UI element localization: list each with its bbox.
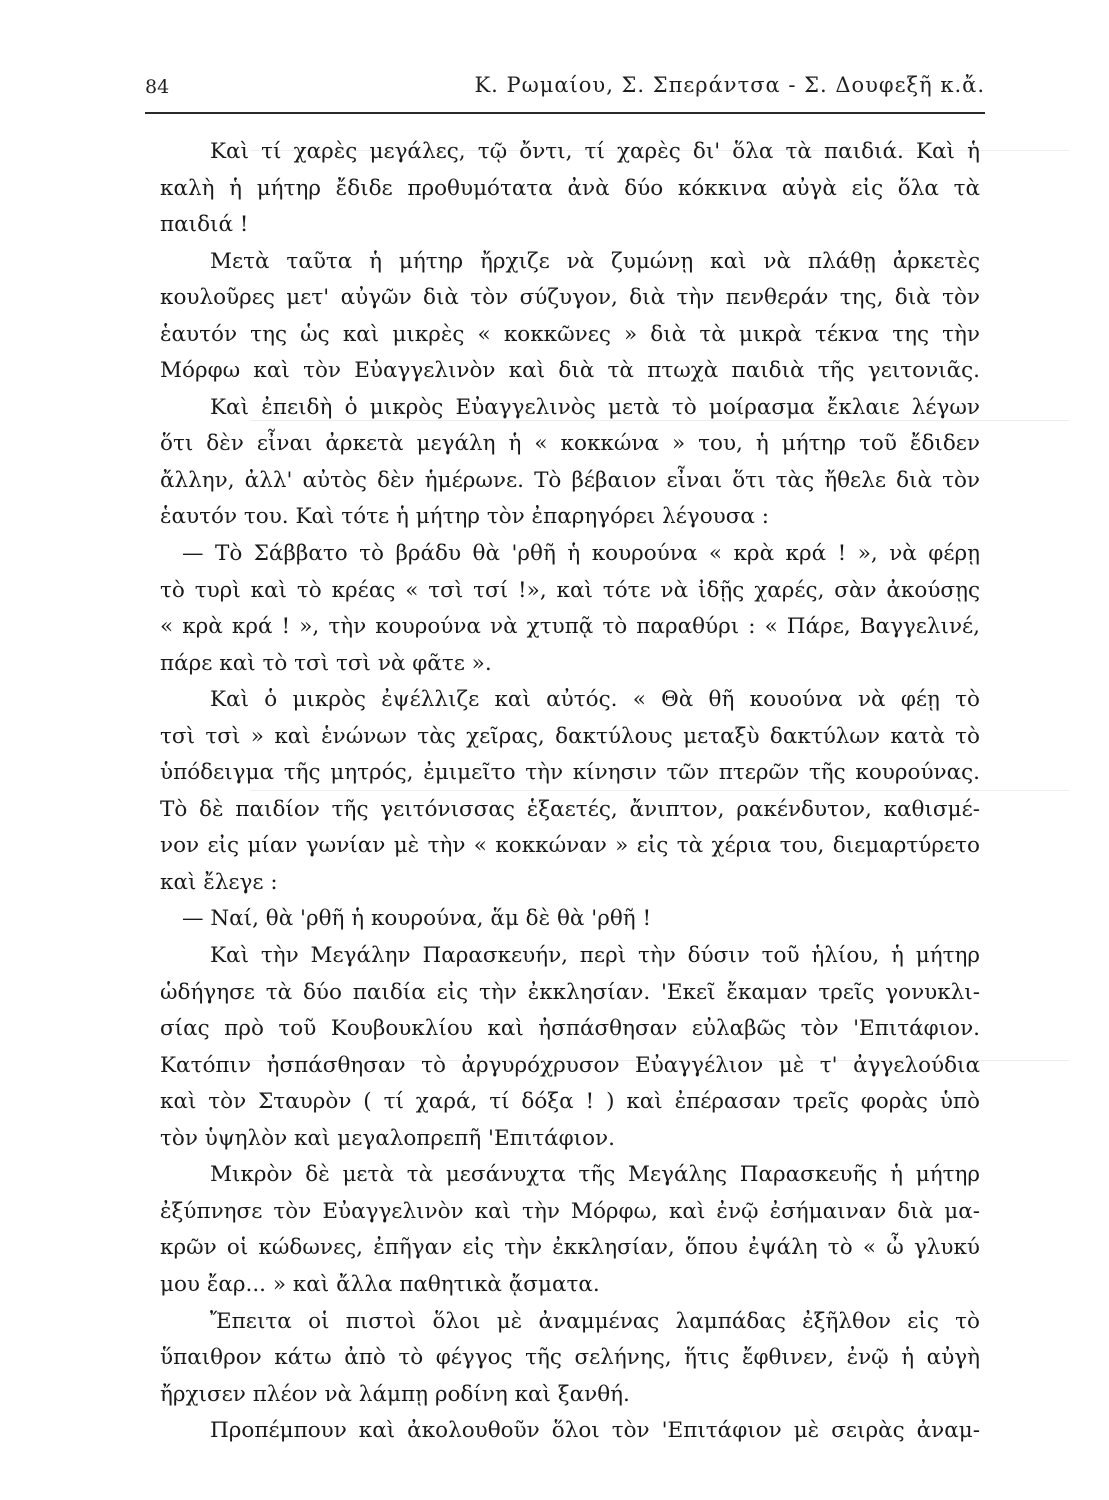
text-line: Καὶ τί χαρὲς μεγάλες, τῷ ὄντι, τί χαρὲς δι' ὅλα τὰ παιδιά. Καὶ ἡ [210,139,980,164]
text-line: καλὴ ἡ μήτηρ ἔδιδε προθυμότατα ἀνὰ δύο κόκκινα αὐγὰ εἰς ὅλα τὰ [160,175,980,201]
text-line: Κατόπιν ἠσπάσθησαν τὸ ἀργυρόχρυσον Εὐαγγέλιον μὲ τ' ἀγγελούδια [160,1052,980,1078]
text-line: νον εἰς μίαν γωνίαν μὲ τὴν « κοκκώναν » εἰς τὰ χέρια του, διεμαρτύρετο [160,833,980,859]
text-line: τσὶ τσὶ » καὶ ἑνώνων τὰς χεῖρας, δακτύλους μεταξὺ δακτύλων κατὰ τὸ [160,723,980,749]
text-line: Καὶ ἐπειδὴ ὁ μικρὸς Εὐαγγελινὸς μετὰ τὸ μοίρασμα ἔκλαιε λέγων [210,394,980,420]
text-line: ἄλλην, ἀλλ' αὐτὸς δὲν ἡμέρωνε. Τὸ βέβαιον εἶναι ὅτι τὰς ἤθελε διὰ τὸν [160,467,980,493]
text-line: καὶ ἔλεγε : [160,869,278,895]
text-line: πάρε καὶ τὸ τσὶ τσὶ νὰ φᾶτε ». [160,650,492,676]
text-line: — Ναί, θὰ 'ρθῆ ἡ κουρούνα, ἅμ δὲ θὰ 'ρθῆ ! [182,906,652,932]
text-line: ὑπόδειγμα τῆς μητρός, ἐμιμεῖτο τὴν κίνησιν τῶν πτερῶν τῆς κουρούνας. [160,760,980,786]
text-line: ἑαυτόν της ὡς καὶ μικρὲς « κοκκῶνες » διὰ τὰ μικρὰ τέκνα της τὴν [160,321,980,347]
text-line: Τὸ δὲ παιδίον τῆς γειτόνισσας ἑξαετές, ἄνιπτον, ρακένδυτον, καθισμέ- [160,796,980,822]
page-number: 84 [145,76,170,98]
page-header [145,68,985,108]
text-line: παιδιά ! [160,212,249,238]
text-line: Καὶ ὁ μικρὸς ἐψέλλιζε καὶ αὐτός. « Θὰ θῆ κουούνα νὰ φέῃ τὸ [210,687,980,713]
text-line: Προπέμπουν καὶ ἀκολουθοῦν ὅλοι τὸν 'Επιτάφιον μὲ σειρὰς ἀναμ- [210,1418,980,1444]
text-line: Μόρφω καὶ τὸν Εὐαγγελινὸν καὶ διὰ τὰ πτωχὰ παιδιὰ τῆς γειτονιᾶς. [160,358,980,384]
body-text [160,134,980,1450]
text-line: ἤρχισεν πλέον νὰ λάμπῃ ροδίνη καὶ ξανθή. [160,1381,630,1407]
text-line: ἐξύπνησε τὸν Εὐαγγελινὸν καὶ τὴν Μόρφω, καὶ ἐνῷ ἐσήμαιναν διὰ μα- [160,1198,980,1224]
text-line: Ἔπειτα οἱ πιστοὶ ὅλοι μὲ ἀναμμένας λαμπάδας ἐξῆλθον εἰς τὸ [210,1308,980,1334]
text-line: καὶ τὸν Σταυρὸν ( τί χαρά, τί δόξα ! ) καὶ ἐπέρασαν τρεῖς φορὰς ὑπὸ [160,1089,980,1115]
running-head: Κ. Ρωμαίου, Σ. Σπεράντσα - Σ. Δουφεξῆ κ.ἄ. [474,73,985,97]
text-line: τὸ τυρὶ καὶ τὸ κρέας « τσὶ τσί !», καὶ τότε νὰ ἰδῇς χαρές, σὰν ἀκούσῃς [160,577,980,603]
text-line: κρῶν οἱ κώδωνες, ἐπῆγαν εἰς τὴν ἐκκλησίαν, ὅπου ἐψάλη τὸ « ὦ γλυκύ [160,1235,980,1261]
text-line: κουλοῦρες μετ' αὐγῶν διὰ τὸν σύζυγον, διὰ τὴν πενθεράν της, διὰ τὸν [160,285,980,311]
text-line: τὸν ὑψηλὸν καὶ μεγαλοπρεπῆ 'Επιτάφιον. [160,1125,615,1151]
text-line: Μετὰ ταῦτα ἡ μήτηρ ἤρχιζε νὰ ζυμώνῃ καὶ νὰ πλάθῃ ἀρκετὲς [210,248,980,274]
text-line: σίας πρὸ τοῦ Κουβουκλίου καὶ ἠσπάσθησαν εὐλαβῶς τὸν 'Επιτάφιον. [160,1016,980,1042]
text-line: ἑαυτόν του. Καὶ τότε ἡ μήτηρ τὸν ἐπαρηγόρει λέγουσα : [160,504,770,530]
text-line: — Τὸ Σάββατο τὸ βράδυ θὰ 'ρθῆ ἡ κουρούνα « κρὰ κρά ! », νὰ φέρῃ [182,541,980,567]
text-line: « κρὰ κρά ! », τὴν κουρούνα νὰ χτυπᾷ τὸ παραθύρι : « Πάρε, Βαγγελινέ, [160,614,980,640]
text-line: μου ἔαρ... » καὶ ἄλλα παθητικὰ ᾄσματα. [160,1271,600,1297]
text-line: Μικρὸν δὲ μετὰ τὰ μεσάνυχτα τῆς Μεγάλης Παρασκευῆς ἡ μήτηρ [210,1162,980,1188]
header-rule [145,112,985,114]
text-line: ὕπαιθρον κάτω ἀπὸ τὸ φέγγος τῆς σελήνης, ἥτις ἔφθινεν, ἐνῷ ἡ αὐγὴ [160,1345,980,1371]
text-line: Καὶ τὴν Μεγάλην Παρασκευήν, περὶ τὴν δύσιν τοῦ ἡλίου, ἡ μήτηρ [210,943,980,969]
text-line: ὡδήγησε τὰ δύο παιδία εἰς τὴν ἐκκλησίαν. 'Εκεῖ ἔκαμαν τρεῖς γονυκλι- [160,979,980,1005]
text-line: ὅτι δὲν εἶναι ἀρκετὰ μεγάλη ἡ « κοκκώνα » του, ἡ μήτηρ τοῦ ἔδιδεν [160,431,980,457]
